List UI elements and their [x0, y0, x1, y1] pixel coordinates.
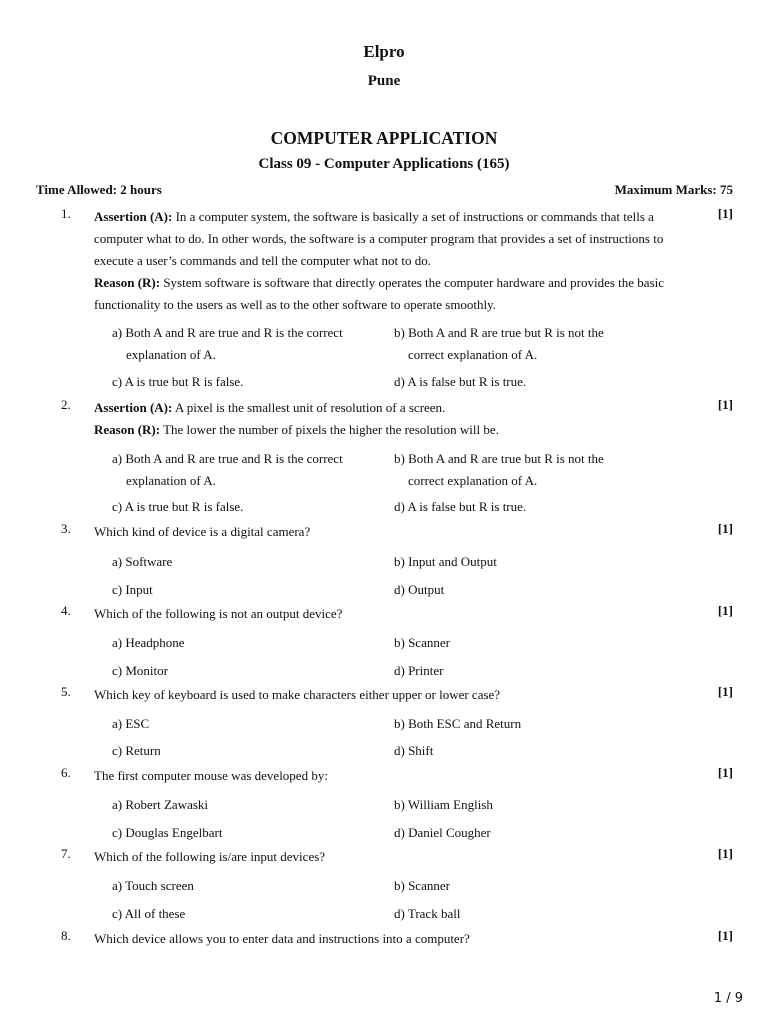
question-marks: [1]	[717, 684, 733, 699]
question-marks: [1]	[717, 521, 733, 536]
option-d: d) Output	[394, 582, 445, 597]
question-marks: [1]	[717, 846, 733, 861]
option-d: d) Shift	[394, 743, 434, 758]
reason-text: The lower the number of pixels the higher the resolution will be.	[163, 422, 499, 437]
question-marks: [1]	[717, 206, 733, 221]
option-d: d) Printer	[394, 663, 444, 678]
question-text: Which of the following is/are input devices?	[94, 849, 326, 864]
question-text: Which device allows you to enter data and instructions into a computer?	[94, 931, 470, 946]
question-marks: [1]	[717, 603, 733, 618]
option-a: a) Software	[112, 554, 173, 569]
assertion-text: A pixel is the smallest unit of resolution of a screen.	[174, 400, 446, 415]
assertion	[94, 206, 694, 272]
assertion	[94, 397, 694, 419]
assertion-label: Assertion (A):	[94, 400, 173, 415]
page-number: 1 / 9	[713, 991, 743, 1006]
option-c: c) Input	[112, 582, 153, 597]
question-number: 2.	[61, 397, 71, 412]
question-text: Which kind of device is a digital camera?	[94, 524, 311, 539]
question-marks: [1]	[717, 765, 733, 780]
school-city: Pune	[367, 73, 401, 89]
option-a: a) ESC	[112, 716, 150, 731]
question-text	[94, 206, 694, 316]
maximum-marks: Maximum Marks: 75	[614, 182, 733, 197]
question-number: 5.	[61, 684, 71, 699]
class-line: Class 09 - Computer Applications (165)	[258, 156, 510, 172]
option-c: c) A is true but R is false.	[112, 374, 244, 389]
time-allowed: Time Allowed: 2 hours	[36, 182, 162, 197]
question-text: Which key of keyboard is used to make characters either upper or lower case?	[94, 687, 501, 702]
subject-title: COMPUTER APPLICATION	[270, 128, 498, 148]
option-d: d) A is false but R is true.	[394, 499, 527, 514]
option-d: d) Daniel Cougher	[394, 825, 491, 840]
option-b: b) Input and Output	[394, 554, 497, 569]
assertion-label: Assertion (A):	[94, 209, 173, 224]
option-a: a) Robert Zawaski	[112, 797, 209, 812]
option-a: a) Both A and R are true and R is the correct explanation of A.	[112, 325, 343, 362]
option-c: c) Douglas Engelbart	[112, 825, 223, 840]
question-number: 3.	[61, 521, 71, 536]
reason	[94, 419, 694, 441]
school-name: Elpro	[363, 42, 405, 61]
assertion-text: In a computer system, the software is basically a set of instructions or commands that tells a computer what to do. In other words, the software is a computer program that provides a set of instructions to execute a user’s commands and tell the computer what not to do.	[94, 209, 664, 268]
question-number: 1.	[61, 206, 71, 221]
question-number: 7.	[61, 846, 71, 861]
option-b: b) Scanner	[394, 878, 450, 893]
option-b: b) Both A and R are true but R is not the correct explanation of A.	[394, 325, 604, 362]
question-marks: [1]	[717, 928, 733, 943]
question-number: 4.	[61, 603, 71, 618]
reason-text: System software is software that directly operates the computer hardware and provides the basic functionality to the users as well as to the other software to operate smoothly.	[94, 275, 665, 312]
question-text: Which of the following is not an output device?	[94, 606, 343, 621]
option-c: c) All of these	[112, 906, 186, 921]
question-marks: [1]	[717, 397, 733, 412]
option-c: c) Return	[112, 743, 161, 758]
option-b: b) Scanner	[394, 635, 450, 650]
option-c: c) Monitor	[112, 663, 168, 678]
option-a: a) Both A and R are true and R is the correct explanation of A.	[112, 451, 343, 488]
question-text	[94, 397, 694, 441]
option-b: b) Both A and R are true but R is not the correct explanation of A.	[394, 451, 604, 488]
option-b: b) William English	[394, 797, 493, 812]
question-text: The first computer mouse was developed by:	[94, 768, 328, 783]
question-number: 6.	[61, 765, 71, 780]
option-c: c) A is true but R is false.	[112, 499, 244, 514]
option-a: a) Touch screen	[112, 878, 194, 893]
option-a: a) Headphone	[112, 635, 185, 650]
reason-label: Reason (R):	[94, 275, 161, 290]
reason-label: Reason (R):	[94, 422, 161, 437]
option-b: b) Both ESC and Return	[394, 716, 522, 731]
question-number: 8.	[61, 928, 71, 943]
reason	[94, 272, 694, 316]
option-d: d) Track ball	[394, 906, 461, 921]
option-d: d) A is false but R is true.	[394, 374, 527, 389]
